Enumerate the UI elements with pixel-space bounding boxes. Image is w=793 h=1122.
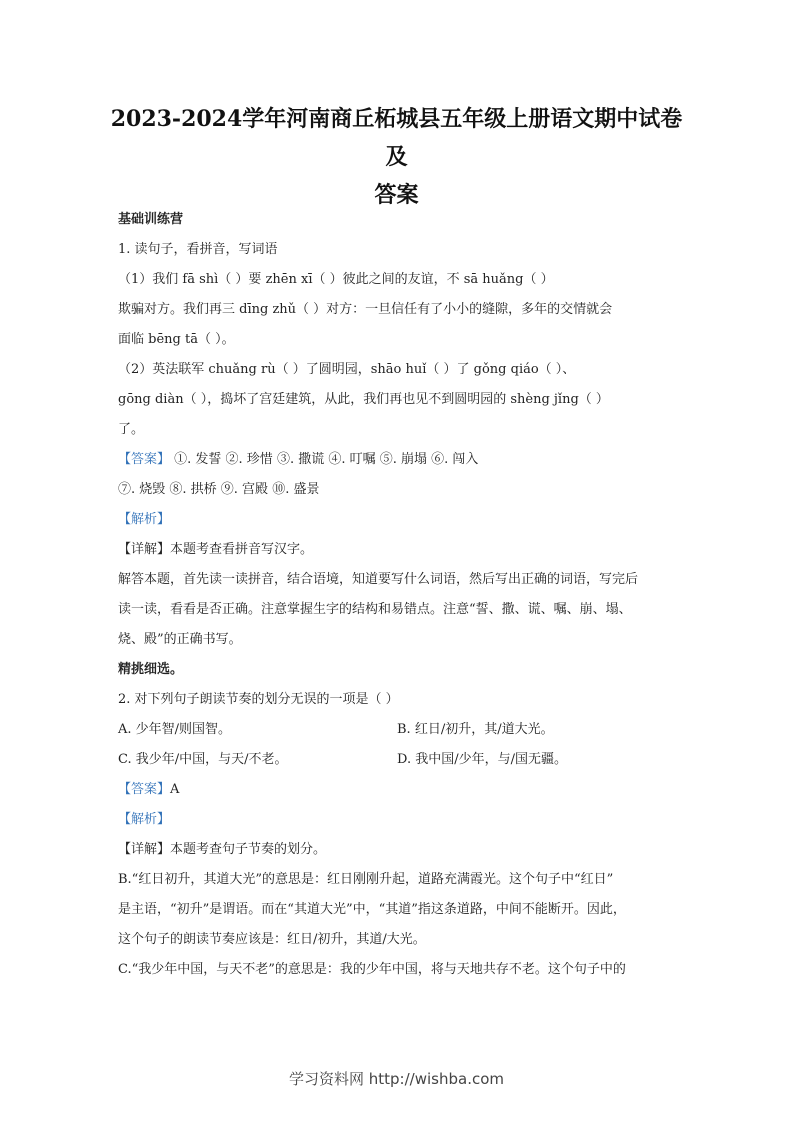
- q2-answer-line: [118, 775, 676, 805]
- q2-option-c: C. 我少年/中国，与天/不老。: [118, 752, 288, 767]
- q1-part2-line2: gōng diàn（ ），捣坏了宫廷建筑，从此，我们再也见不到圆明园的 shèng jǐng（ ）: [118, 392, 609, 407]
- q2-b-line1: B.“红日初升，其道大光”的意思是：红日刚刚升起，道路充满霞光。这个句子中“红日”: [118, 872, 614, 887]
- q1-explanation-line2: 读一读，看看是否正确。注意掌握生字的结构和易错点。注意“誓、撒、谎、嘱、崩、塌、: [118, 602, 632, 617]
- q2-option-b: B. 红日/初升，其/道大光。: [397, 722, 554, 737]
- q1-part1-line3: 面临 bēng tā（ ）。: [118, 332, 235, 347]
- q2-b-line2: 是主语，“初升”是谓语。而在“其道大光”中，“其道”指这条道路，中间不能断开。因此，: [118, 902, 626, 917]
- answer-label: 【答案】: [118, 452, 171, 467]
- q2-b-line3: 这个句子的朗读节奏应该是：红日/初升，其道/大光。: [118, 932, 426, 947]
- document-body: [118, 205, 676, 985]
- q2-c-line1: C.“我少年中国，与天不老”的意思是：我的少年中国，将与天地共存不老。这个句子中的: [118, 962, 626, 977]
- q1-explanation-line3: 烧、殿”的正确书写。: [118, 632, 242, 647]
- q2-option-a: A. 少年智/则国智。: [118, 722, 232, 737]
- q2-analysis-label: 【解析】: [118, 812, 171, 827]
- q1-detail: 【详解】本题考查看拼音写汉字。: [118, 542, 314, 557]
- q1-answer-text: ①. 发誓 ②. 珍惜 ③. 撒谎 ④. 叮嘱 ⑤. 崩塌 ⑥. 闯入: [170, 452, 479, 467]
- q2-answer-text: A: [170, 782, 180, 797]
- question-2-stem: 2. 对下列句子朗读节奏的划分无误的一项是（ ）: [118, 692, 399, 707]
- q2-option-d: D. 我中国/少年，与/国无疆。: [397, 752, 567, 767]
- q1-part1-line1: （1）我们 fā shì（ ）要 zhēn xī（ ）彼此之间的友谊，不 sā huǎng（ ）: [118, 272, 554, 287]
- q1-explanation-line1: 解答本题，首先读一读拼音，结合语境，知道要写什么词语，然后写出正确的词语，写完后: [118, 572, 639, 587]
- q2-options-row-1: [118, 715, 676, 745]
- q1-analysis-label: 【解析】: [118, 512, 171, 527]
- q1-answer-line1: [118, 445, 676, 475]
- q1-part2-line3: 了。: [118, 422, 145, 437]
- q2-options-row-2: [118, 745, 676, 775]
- question-1-stem: 1. 读句子，看拼音，写词语: [118, 242, 278, 257]
- q1-part2-line1: （2）英法联军 chuǎng rù（ ）了圆明园，shāo huǐ（ ）了 gǒng qiáo（ ）、: [118, 362, 576, 377]
- section-heading-basic: 基础训练营: [118, 212, 184, 227]
- page-footer-watermark: 学习资料网 http://wishba.com: [289, 1070, 504, 1088]
- answer-label: 【答案】: [118, 782, 171, 797]
- q1-answer-line2: ⑦. 烧毁 ⑧. 拱桥 ⑨. 宫殿 ⑩. 盛景: [118, 482, 320, 497]
- q2-detail: 【详解】本题考查句子节奏的划分。: [118, 842, 327, 857]
- section-heading-select: 精挑细选。: [118, 662, 184, 677]
- document-title: [100, 100, 693, 214]
- title-line-1: 2023-2024学年河南商丘柘城县五年级上册语文期中试卷及: [110, 106, 683, 170]
- title-line-2: 答案: [374, 182, 419, 208]
- q1-part1-line2: 欺骗对方。我们再三 dīng zhǔ（ ）对方：一旦信任有了小小的缝隙，多年的交情就会: [118, 302, 613, 317]
